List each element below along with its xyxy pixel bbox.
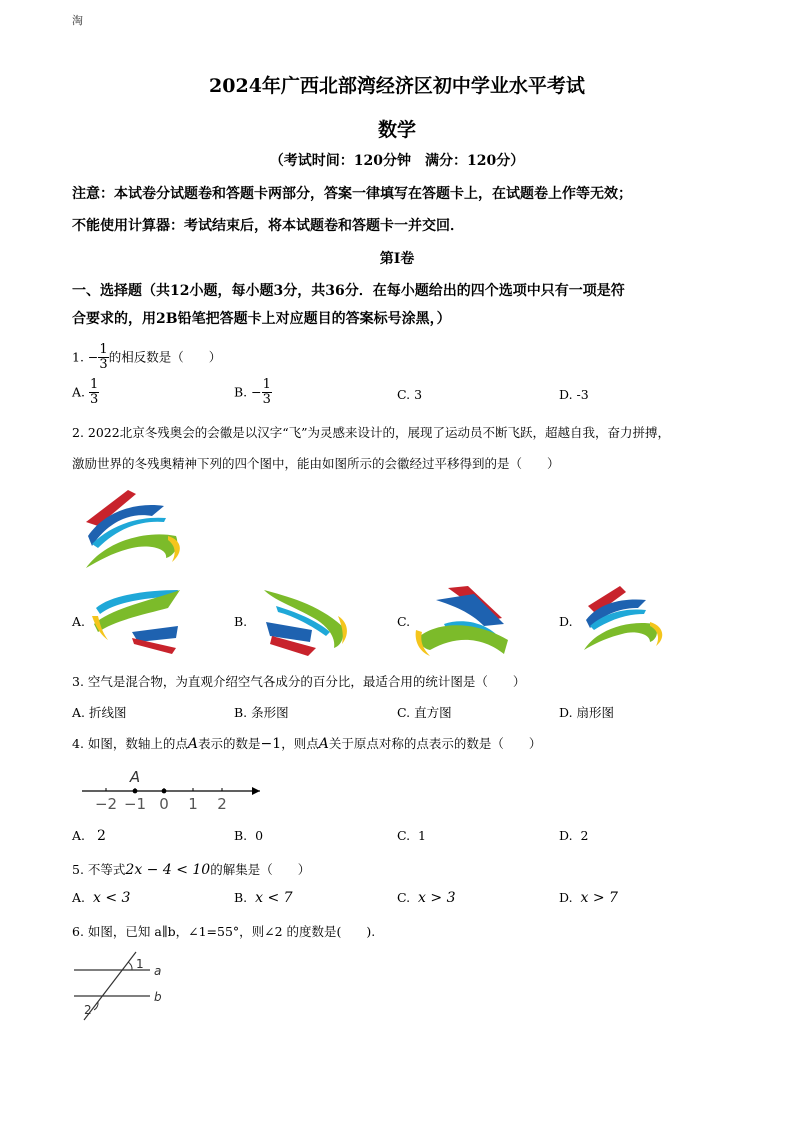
exam-title: 2024年广西北部湾经济区初中学业水平考试 bbox=[209, 75, 585, 97]
q4-option-b[interactable]: B. 0 bbox=[234, 828, 264, 843]
q3-option-b[interactable]: B. 条形图 bbox=[234, 705, 289, 720]
q2-option-b-figure[interactable] bbox=[256, 586, 350, 656]
header-tag: 淘 bbox=[72, 14, 83, 27]
q1-option-c[interactable]: C. 3 bbox=[397, 387, 423, 402]
exam-subject: 数学 bbox=[377, 119, 416, 141]
q2-option-c-figure[interactable] bbox=[414, 584, 514, 658]
q1-fraction: $\frac{1}{3}$ bbox=[99, 342, 108, 373]
tick-label: −2 bbox=[94, 795, 118, 813]
line-b-label: b bbox=[154, 990, 162, 1004]
notice-line-1: 注意：本试卷分试题卷和答题卡两部分，答案一律填写在答题卡上，在试题卷上作等无效； bbox=[72, 186, 632, 202]
q1-option-d[interactable]: D. -3 bbox=[559, 387, 589, 402]
question-6-stem: 6. 如图，已知 a∥b，∠1=55°，则∠2 的度数是( ). bbox=[72, 924, 376, 939]
q4-number-line bbox=[78, 766, 268, 814]
section-line-2: 合要求的，用2B铅笔把答题卡上对应题目的答案标号涂黑，） bbox=[72, 311, 451, 327]
paralympic-emblem-image bbox=[78, 486, 184, 572]
q4-option-a[interactable]: A. 2 bbox=[72, 828, 106, 844]
line-a-label: a bbox=[154, 964, 162, 978]
notice-line-2: 不能使用计算器：考试结束后，将本试题卷和答题卡一并交回． bbox=[72, 218, 464, 234]
q5-option-d[interactable]: D. x > 7 bbox=[559, 890, 618, 906]
q3-option-a[interactable]: A. 折线图 bbox=[72, 705, 127, 720]
q4-option-c[interactable]: C. 1 bbox=[397, 828, 426, 843]
exam-info: （考试时间：120分钟 满分：120分） bbox=[269, 153, 525, 169]
tick-label: 1 bbox=[188, 795, 198, 813]
angle-1-label: 1 bbox=[136, 957, 144, 971]
q6-parallel-lines-figure bbox=[70, 950, 180, 1022]
question-5-stem: 5. 不等式2x − 4 < 10的解集是（ ） bbox=[72, 862, 311, 878]
question-2-line-2: 激励世界的冬残奥精神下列的四个图中，能由如图所示的会徽经过平移得到的是（ ） bbox=[72, 456, 560, 471]
q4-option-d[interactable]: D. 2 bbox=[559, 828, 589, 843]
q5-option-c[interactable]: C. x > 3 bbox=[397, 890, 456, 906]
volume-heading: 第Ⅰ卷 bbox=[379, 251, 415, 267]
q2-option-c-label[interactable]: C. bbox=[397, 614, 411, 629]
tick-label: −1 bbox=[123, 795, 147, 813]
q2-option-a-label[interactable]: A. bbox=[72, 614, 86, 629]
q2-option-d-figure[interactable] bbox=[580, 584, 666, 654]
question-1-stem: 1. − $\frac{1}{3}$ 的相反数是（ ） bbox=[72, 342, 222, 373]
number-line-arrow bbox=[252, 787, 260, 795]
q1-option-b[interactable]: B. − $\frac{1}{3}$ bbox=[234, 377, 271, 408]
section-line-1: 一、选择题（共12小题，每小题3分，共36分．在每小题给出的四个选项中只有一项是符 bbox=[72, 283, 625, 299]
tick-label: 2 bbox=[217, 795, 227, 813]
angle-1-arc bbox=[128, 962, 132, 970]
q3-option-d[interactable]: D. 扇形图 bbox=[559, 705, 615, 720]
q2-option-a-figure[interactable] bbox=[92, 586, 186, 654]
q5-option-a[interactable]: A. x < 3 bbox=[72, 890, 131, 906]
q5-option-b[interactable]: B. x < 7 bbox=[234, 890, 293, 906]
q1-option-a[interactable]: A. $\frac{1}{3}$ bbox=[72, 377, 99, 408]
tick-label: 0 bbox=[159, 795, 169, 813]
point-a-dot bbox=[133, 789, 138, 794]
point-a-label: A bbox=[129, 768, 141, 786]
q2-option-d-label[interactable]: D. bbox=[559, 614, 573, 629]
q2-option-b-label[interactable]: B. bbox=[234, 614, 248, 629]
origin-dot bbox=[162, 789, 167, 794]
angle-2-label: 2 bbox=[84, 1003, 92, 1017]
q3-option-c[interactable]: C. 直方图 bbox=[397, 705, 452, 720]
question-4-stem: 4. 如图，数轴上的点A表示的数是−1，则点A关于原点对称的点表示的数是（ ） bbox=[72, 736, 542, 752]
question-3-stem: 3. 空气是混合物，为直观介绍空气各成分的百分比，最适合用的统计图是（ ） bbox=[72, 674, 526, 689]
question-2-line-1: 2. 2022北京冬残奥会的会徽是以汉字“飞”为灵感来设计的，展现了运动员不断飞跃，超越自我，奋力拼搏， bbox=[72, 425, 670, 440]
